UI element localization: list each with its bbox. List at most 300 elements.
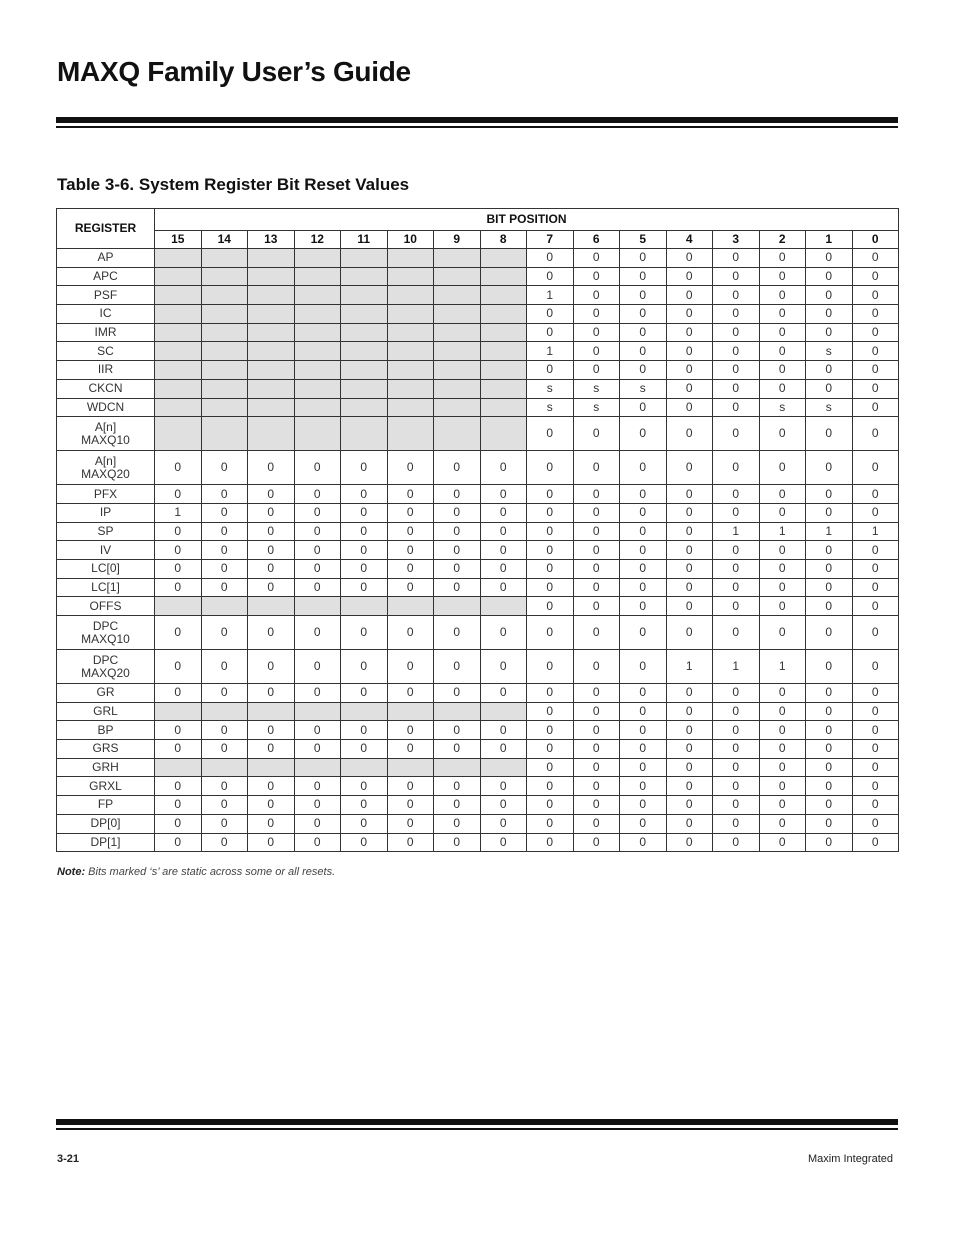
bit-value-cell: 0: [620, 451, 667, 485]
register-name: GRXL: [89, 778, 122, 793]
bit-value-cell: 0: [806, 758, 853, 777]
bit-value-cell: 1: [155, 503, 202, 522]
bit-value-cell: 0: [713, 777, 760, 796]
bit-value-cell: 0: [387, 721, 434, 740]
bit-value-cell: 0: [620, 305, 667, 324]
bit-value-cell: 0: [852, 559, 899, 578]
register-name: SC: [97, 343, 114, 358]
bit-value-cell: 0: [527, 814, 574, 833]
bit-value-cell: 0: [806, 833, 853, 852]
bit-value-cell: 0: [759, 342, 806, 361]
bit-value-cell: 0: [666, 578, 713, 597]
bit-value-cell: 0: [620, 684, 667, 703]
bit-value-cell: 0: [806, 559, 853, 578]
bit-value-cell: 0: [620, 702, 667, 721]
unused-bit-cell: [294, 597, 341, 616]
unused-bit-cell: [341, 267, 388, 286]
bit-value-cell: s: [527, 379, 574, 398]
register-name: LC[1]: [91, 579, 120, 594]
bit-value-cell: 0: [620, 597, 667, 616]
unused-bit-cell: [480, 398, 527, 417]
bit-value-cell: 0: [201, 721, 248, 740]
bit-value-cell: 0: [155, 650, 202, 684]
bit-value-cell: 0: [759, 503, 806, 522]
bit-position-label: 12: [294, 231, 341, 249]
bit-value-cell: 0: [713, 559, 760, 578]
bit-value-cell: 0: [527, 451, 574, 485]
table-row: [57, 616, 899, 650]
bit-value-cell: 0: [341, 616, 388, 650]
bit-value-cell: 0: [759, 559, 806, 578]
bit-value-cell: 0: [573, 286, 620, 305]
bit-value-cell: 0: [713, 323, 760, 342]
unused-bit-cell: [294, 286, 341, 305]
register-name: GR: [96, 685, 115, 700]
register-name: DPC: [92, 652, 119, 667]
bit-value-cell: 0: [713, 541, 760, 560]
bit-value-cell: 0: [666, 379, 713, 398]
unused-bit-cell: [248, 342, 295, 361]
bit-value-cell: 0: [573, 684, 620, 703]
register-name: FP: [97, 797, 114, 812]
bit-value-cell: 0: [341, 684, 388, 703]
bit-value-cell: 0: [666, 702, 713, 721]
register-name-cell: [57, 740, 155, 759]
table-row: [57, 597, 899, 616]
bit-value-cell: 0: [620, 796, 667, 815]
register-reset-table: [56, 208, 899, 852]
bit-position-label: 9: [434, 231, 481, 249]
bit-value-cell: 0: [434, 777, 481, 796]
bit-value-cell: 0: [341, 796, 388, 815]
bit-value-cell: 0: [806, 267, 853, 286]
bit-value-cell: s: [573, 379, 620, 398]
bit-value-cell: 0: [248, 541, 295, 560]
bit-value-cell: 0: [155, 541, 202, 560]
table-row: [57, 650, 899, 684]
bit-value-cell: 0: [852, 286, 899, 305]
bit-position-label: 3: [713, 231, 760, 249]
bit-value-cell: 0: [759, 702, 806, 721]
bit-value-cell: 0: [806, 249, 853, 268]
unused-bit-cell: [434, 702, 481, 721]
bit-value-cell: 0: [248, 485, 295, 504]
unused-bit-cell: [294, 323, 341, 342]
unused-bit-cell: [201, 323, 248, 342]
bit-value-cell: 0: [201, 740, 248, 759]
bit-value-cell: 0: [155, 578, 202, 597]
bit-value-cell: 0: [480, 814, 527, 833]
bit-value-cell: 0: [248, 503, 295, 522]
bit-value-cell: 0: [527, 796, 574, 815]
unused-bit-cell: [387, 249, 434, 268]
bit-value-cell: s: [573, 398, 620, 417]
unused-bit-cell: [155, 342, 202, 361]
bit-value-cell: 1: [852, 522, 899, 541]
bit-value-cell: 0: [620, 485, 667, 504]
bit-value-cell: 0: [527, 578, 574, 597]
register-name-cell: [57, 398, 155, 417]
bit-value-cell: 0: [759, 597, 806, 616]
bit-value-cell: 0: [341, 814, 388, 833]
bit-value-cell: 0: [527, 684, 574, 703]
bit-value-cell: 0: [573, 541, 620, 560]
register-name: MAXQ10: [81, 432, 130, 447]
bit-value-cell: 0: [852, 451, 899, 485]
register-name-cell: [57, 777, 155, 796]
bit-value-cell: 0: [201, 616, 248, 650]
bit-value-cell: 0: [573, 616, 620, 650]
register-name-cell: [57, 578, 155, 597]
bit-value-cell: 0: [248, 814, 295, 833]
bit-value-cell: 0: [294, 485, 341, 504]
register-name-cell: [57, 417, 155, 451]
bit-value-cell: 0: [201, 451, 248, 485]
bit-value-cell: 0: [666, 597, 713, 616]
bit-value-cell: 0: [620, 650, 667, 684]
bit-value-cell: 0: [155, 684, 202, 703]
bit-value-cell: 0: [852, 578, 899, 597]
bit-position-label: 5: [620, 231, 667, 249]
bit-value-cell: 0: [294, 684, 341, 703]
bit-value-cell: 0: [806, 684, 853, 703]
bit-value-cell: 0: [201, 485, 248, 504]
bit-value-cell: 0: [527, 541, 574, 560]
unused-bit-cell: [434, 267, 481, 286]
table-row: [57, 267, 899, 286]
register-name-cell: [57, 249, 155, 268]
bit-value-cell: 0: [527, 833, 574, 852]
bit-position-label: 6: [573, 231, 620, 249]
bit-value-cell: 0: [294, 451, 341, 485]
header-rule-thick: [56, 117, 898, 123]
bit-value-cell: 0: [666, 485, 713, 504]
unused-bit-cell: [294, 361, 341, 380]
table-row: [57, 379, 899, 398]
bit-value-cell: 0: [852, 777, 899, 796]
bit-value-cell: 0: [434, 559, 481, 578]
bit-value-cell: 0: [852, 361, 899, 380]
bit-value-cell: s: [527, 398, 574, 417]
bit-value-cell: 0: [759, 721, 806, 740]
unused-bit-cell: [480, 702, 527, 721]
bit-value-cell: 0: [387, 796, 434, 815]
bit-value-cell: 0: [434, 503, 481, 522]
bit-value-cell: 0: [713, 451, 760, 485]
bit-value-cell: 0: [806, 323, 853, 342]
bit-value-cell: 0: [527, 249, 574, 268]
unused-bit-cell: [434, 597, 481, 616]
bit-value-cell: 0: [806, 702, 853, 721]
unused-bit-cell: [201, 758, 248, 777]
bit-value-cell: 0: [341, 650, 388, 684]
bit-value-cell: 0: [573, 451, 620, 485]
bit-value-cell: 0: [387, 684, 434, 703]
unused-bit-cell: [155, 249, 202, 268]
bit-value-cell: 0: [713, 398, 760, 417]
register-name: IMR: [94, 325, 117, 340]
unused-bit-cell: [201, 267, 248, 286]
unused-bit-cell: [341, 361, 388, 380]
bit-value-cell: 0: [666, 833, 713, 852]
bit-value-cell: 0: [573, 559, 620, 578]
bit-value-cell: 0: [852, 721, 899, 740]
bit-value-cell: 0: [341, 503, 388, 522]
table-row: [57, 559, 899, 578]
bit-position-label: 0: [852, 231, 899, 249]
bit-value-cell: 0: [666, 305, 713, 324]
unused-bit-cell: [248, 417, 295, 451]
bit-value-cell: 0: [620, 503, 667, 522]
unused-bit-cell: [387, 267, 434, 286]
unused-bit-cell: [480, 286, 527, 305]
bit-value-cell: 0: [852, 305, 899, 324]
unused-bit-cell: [201, 379, 248, 398]
bit-value-cell: 0: [573, 417, 620, 451]
unused-bit-cell: [387, 758, 434, 777]
bit-value-cell: 0: [294, 777, 341, 796]
unused-bit-cell: [248, 361, 295, 380]
bit-value-cell: 0: [806, 777, 853, 796]
bit-value-cell: 0: [573, 323, 620, 342]
register-name-cell: [57, 684, 155, 703]
unused-bit-cell: [294, 305, 341, 324]
register-name: IC: [99, 306, 112, 321]
bit-value-cell: 0: [201, 777, 248, 796]
bit-value-cell: 0: [713, 249, 760, 268]
bit-value-cell: 0: [806, 417, 853, 451]
unused-bit-cell: [201, 702, 248, 721]
bit-value-cell: 0: [248, 559, 295, 578]
bit-value-cell: 0: [573, 721, 620, 740]
bit-value-cell: 0: [341, 522, 388, 541]
unused-bit-cell: [294, 702, 341, 721]
bit-value-cell: 0: [759, 361, 806, 380]
unused-bit-cell: [341, 702, 388, 721]
bit-value-cell: 0: [434, 833, 481, 852]
bit-value-cell: 0: [527, 777, 574, 796]
register-name: WDCN: [86, 399, 125, 414]
bit-value-cell: 0: [713, 758, 760, 777]
register-name-cell: [57, 559, 155, 578]
bit-value-cell: 0: [713, 361, 760, 380]
bit-value-cell: 0: [434, 522, 481, 541]
bit-value-cell: 0: [573, 485, 620, 504]
bit-value-cell: 0: [434, 578, 481, 597]
bit-value-cell: 0: [666, 417, 713, 451]
bit-value-cell: 0: [155, 796, 202, 815]
bit-value-cell: 0: [713, 740, 760, 759]
unused-bit-cell: [341, 249, 388, 268]
bit-value-cell: 1: [713, 522, 760, 541]
bit-value-cell: 0: [387, 740, 434, 759]
register-name-cell: [57, 379, 155, 398]
bit-value-cell: 0: [527, 305, 574, 324]
unused-bit-cell: [387, 286, 434, 305]
bit-value-cell: 0: [852, 740, 899, 759]
bit-value-cell: 0: [248, 616, 295, 650]
bit-value-cell: 0: [341, 485, 388, 504]
bit-value-cell: 0: [620, 541, 667, 560]
unused-bit-cell: [387, 342, 434, 361]
bit-value-cell: 0: [527, 267, 574, 286]
unused-bit-cell: [480, 758, 527, 777]
bit-value-cell: 0: [480, 833, 527, 852]
bit-value-cell: 0: [294, 522, 341, 541]
bit-value-cell: 0: [248, 777, 295, 796]
register-name: PFX: [93, 486, 118, 501]
bit-value-cell: 0: [620, 361, 667, 380]
unused-bit-cell: [480, 267, 527, 286]
bit-value-cell: 0: [713, 702, 760, 721]
bit-value-cell: 0: [713, 417, 760, 451]
bit-value-cell: 0: [248, 684, 295, 703]
bit-value-cell: 0: [480, 541, 527, 560]
unused-bit-cell: [201, 305, 248, 324]
bit-value-cell: 0: [527, 650, 574, 684]
bit-value-cell: 0: [155, 777, 202, 796]
bit-value-cell: 0: [620, 578, 667, 597]
unused-bit-cell: [248, 286, 295, 305]
bit-value-cell: 0: [666, 616, 713, 650]
bit-value-cell: 0: [806, 650, 853, 684]
table-row: [57, 398, 899, 417]
bit-value-cell: 0: [806, 814, 853, 833]
unused-bit-cell: [155, 597, 202, 616]
bit-value-cell: 0: [527, 721, 574, 740]
bit-value-cell: 0: [759, 814, 806, 833]
bit-value-cell: 0: [852, 650, 899, 684]
unused-bit-cell: [248, 323, 295, 342]
table-row: [57, 485, 899, 504]
bit-value-cell: 0: [480, 503, 527, 522]
bit-value-cell: 0: [806, 485, 853, 504]
register-name-cell: [57, 721, 155, 740]
bit-value-cell: 0: [573, 833, 620, 852]
bit-value-cell: 0: [294, 721, 341, 740]
bit-position-label: 1: [806, 231, 853, 249]
bit-value-cell: 0: [852, 684, 899, 703]
bit-value-cell: 0: [201, 522, 248, 541]
bit-position-label: 11: [341, 231, 388, 249]
bit-value-cell: 0: [480, 684, 527, 703]
unused-bit-cell: [248, 758, 295, 777]
bit-value-cell: 0: [248, 578, 295, 597]
bit-value-cell: 0: [713, 503, 760, 522]
bit-value-cell: 0: [341, 559, 388, 578]
unused-bit-cell: [434, 323, 481, 342]
unused-bit-cell: [434, 286, 481, 305]
unused-bit-cell: [387, 597, 434, 616]
bit-position-header: BIT POSITION: [155, 209, 899, 231]
unused-bit-cell: [294, 379, 341, 398]
bit-value-cell: 0: [713, 616, 760, 650]
register-name-cell: [57, 796, 155, 815]
bit-value-cell: 0: [387, 616, 434, 650]
unused-bit-cell: [155, 267, 202, 286]
bit-value-cell: 0: [387, 541, 434, 560]
header-rule-thin: [56, 126, 898, 128]
register-name: PSF: [93, 287, 118, 302]
bit-value-cell: 0: [852, 541, 899, 560]
bit-value-cell: 0: [248, 833, 295, 852]
bit-value-cell: 0: [713, 578, 760, 597]
bit-value-cell: 0: [806, 721, 853, 740]
bit-value-cell: 0: [294, 503, 341, 522]
bit-value-cell: 0: [573, 342, 620, 361]
unused-bit-cell: [201, 417, 248, 451]
unused-bit-cell: [201, 398, 248, 417]
register-name: GRH: [92, 760, 119, 775]
unused-bit-cell: [434, 398, 481, 417]
bit-value-cell: 0: [620, 417, 667, 451]
table-row: [57, 740, 899, 759]
bit-value-cell: 0: [666, 758, 713, 777]
register-name: IIR: [97, 362, 114, 377]
unused-bit-cell: [480, 417, 527, 451]
bit-value-cell: 0: [155, 814, 202, 833]
unused-bit-cell: [248, 398, 295, 417]
bit-value-cell: 1: [527, 286, 574, 305]
bit-value-cell: 0: [806, 541, 853, 560]
bit-value-cell: 0: [527, 740, 574, 759]
register-name-cell: [57, 597, 155, 616]
bit-value-cell: 0: [852, 323, 899, 342]
unused-bit-cell: [248, 702, 295, 721]
bit-value-cell: 0: [480, 721, 527, 740]
bit-value-cell: 0: [620, 814, 667, 833]
bit-value-cell: 0: [527, 323, 574, 342]
register-name-cell: [57, 342, 155, 361]
unused-bit-cell: [201, 286, 248, 305]
bit-value-cell: 0: [620, 758, 667, 777]
bit-value-cell: 0: [155, 522, 202, 541]
table-row: [57, 702, 899, 721]
bit-value-cell: 0: [759, 616, 806, 650]
bit-value-cell: 0: [713, 597, 760, 616]
register-name: GRL: [93, 704, 118, 719]
register-name-cell: [57, 485, 155, 504]
bit-value-cell: 0: [434, 814, 481, 833]
unused-bit-cell: [155, 398, 202, 417]
table-row: [57, 796, 899, 815]
bit-value-cell: 0: [713, 379, 760, 398]
bit-value-cell: 0: [201, 503, 248, 522]
unused-bit-cell: [155, 758, 202, 777]
page-number: 3-21: [57, 1153, 80, 1165]
unused-bit-cell: [248, 305, 295, 324]
bit-value-cell: 0: [759, 305, 806, 324]
register-name-cell: [57, 758, 155, 777]
bit-value-cell: 0: [434, 616, 481, 650]
bit-value-cell: 0: [341, 541, 388, 560]
bit-value-cell: 0: [852, 597, 899, 616]
bit-value-cell: 0: [713, 267, 760, 286]
register-name-cell: [57, 503, 155, 522]
document-title: MAXQ Family User’s Guide: [57, 56, 411, 87]
bit-value-cell: 0: [713, 796, 760, 815]
bit-value-cell: 0: [527, 485, 574, 504]
register-name: CKCN: [88, 381, 123, 396]
bit-value-cell: 0: [573, 777, 620, 796]
unused-bit-cell: [341, 379, 388, 398]
bit-value-cell: 0: [759, 249, 806, 268]
register-column-header: REGISTER: [57, 209, 155, 249]
bit-value-cell: 0: [527, 758, 574, 777]
bit-value-cell: 0: [480, 796, 527, 815]
bit-value-cell: 0: [201, 684, 248, 703]
register-name-cell: [57, 286, 155, 305]
